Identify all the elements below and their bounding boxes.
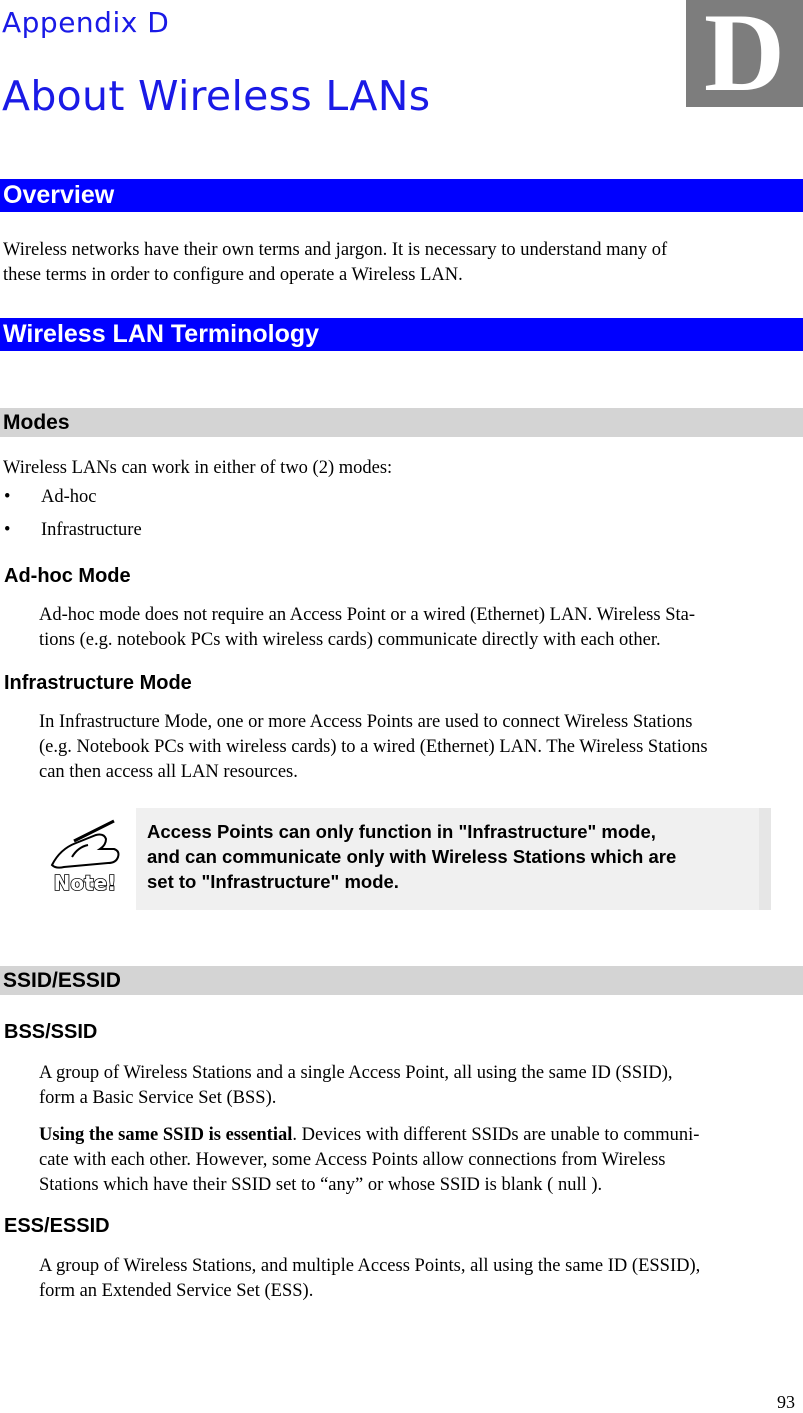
adhoc-paragraph-line-2: tions (e.g. notebook PCs with wireless cards) communicate directly with each other.	[39, 630, 661, 650]
list-item-adhoc: Ad-hoc	[41, 487, 97, 507]
section-heading-terminology: Wireless LAN Terminology	[0, 318, 803, 351]
bss-paragraph-line-5: Stations which have their SSID set to “any” or whose SSID is blank ( null ).	[39, 1175, 603, 1195]
note-line-1: Access Points can only function in "Infrastructure" mode,	[147, 821, 656, 842]
note-text	[147, 819, 747, 894]
bss-paragraph-line-1: A group of Wireless Stations and a single Access Point, all using the same ID (SSID),	[39, 1063, 673, 1083]
note-hand-icon	[44, 819, 124, 899]
bullet-icon: •	[4, 487, 11, 507]
overview-paragraph-line-2: these terms in order to configure and operate a Wireless LAN.	[3, 265, 463, 285]
modes-intro: Wireless LANs can work in either of two (2) modes:	[3, 458, 393, 478]
infra-paragraph-line-2: (e.g. Notebook PCs with wireless cards) to a wired (Ethernet) LAN. The Wireless Stations	[39, 737, 708, 757]
heading-ess-essid: ESS/ESSID	[4, 1215, 110, 1237]
note-icon-label: Note!	[53, 871, 117, 895]
section-heading-overview: Overview	[0, 179, 803, 212]
bss-line-3-rest: . Devices with different SSIDs are unable to communi-	[292, 1125, 700, 1145]
list-item-infrastructure: Infrastructure	[41, 520, 142, 540]
heading-bss-ssid: BSS/SSID	[4, 1021, 98, 1043]
subsection-heading-ssid: SSID/ESSID	[0, 966, 803, 995]
ess-paragraph-line-2: form an Extended Service Set (ESS).	[39, 1281, 314, 1301]
heading-adhoc-mode: Ad-hoc Mode	[4, 565, 131, 587]
infra-paragraph-line-3: can then access all LAN resources.	[39, 762, 298, 782]
note-line-2: and can communicate only with Wireless Stations which are	[147, 846, 677, 867]
note-callout	[136, 808, 771, 910]
heading-infrastructure-mode: Infrastructure Mode	[4, 672, 192, 694]
overview-paragraph-line-1: Wireless networks have their own terms and jargon. It is necessary to understand many of	[3, 240, 668, 260]
note-line-3: set to "Infrastructure" mode.	[147, 871, 399, 892]
bss-paragraph-line-2: form a Basic Service Set (BSS).	[39, 1088, 277, 1108]
appendix-label: Appendix D	[2, 6, 170, 39]
adhoc-paragraph-line-1: Ad-hoc mode does not require an Access Point or a wired (Ethernet) LAN. Wireless Sta-	[39, 605, 695, 625]
bss-paragraph-line-4: cate with each other. However, some Access Points allow connections from Wireless	[39, 1150, 666, 1170]
bss-bold-phrase: Using the same SSID is essential	[39, 1125, 293, 1145]
page-title: About Wireless LANs	[2, 72, 431, 120]
page-number: 93	[777, 1392, 795, 1412]
subsection-heading-modes: Modes	[0, 408, 803, 437]
chapter-letter-badge: D	[686, 0, 803, 107]
bss-paragraph-line-3	[39, 1123, 699, 1148]
ess-paragraph-line-1: A group of Wireless Stations, and multiple Access Points, all using the same ID (ESSID),	[39, 1256, 701, 1276]
bullet-icon: •	[4, 520, 11, 540]
infra-paragraph-line-1: In Infrastructure Mode, one or more Access Points are used to connect Wireless Stations	[39, 712, 693, 732]
